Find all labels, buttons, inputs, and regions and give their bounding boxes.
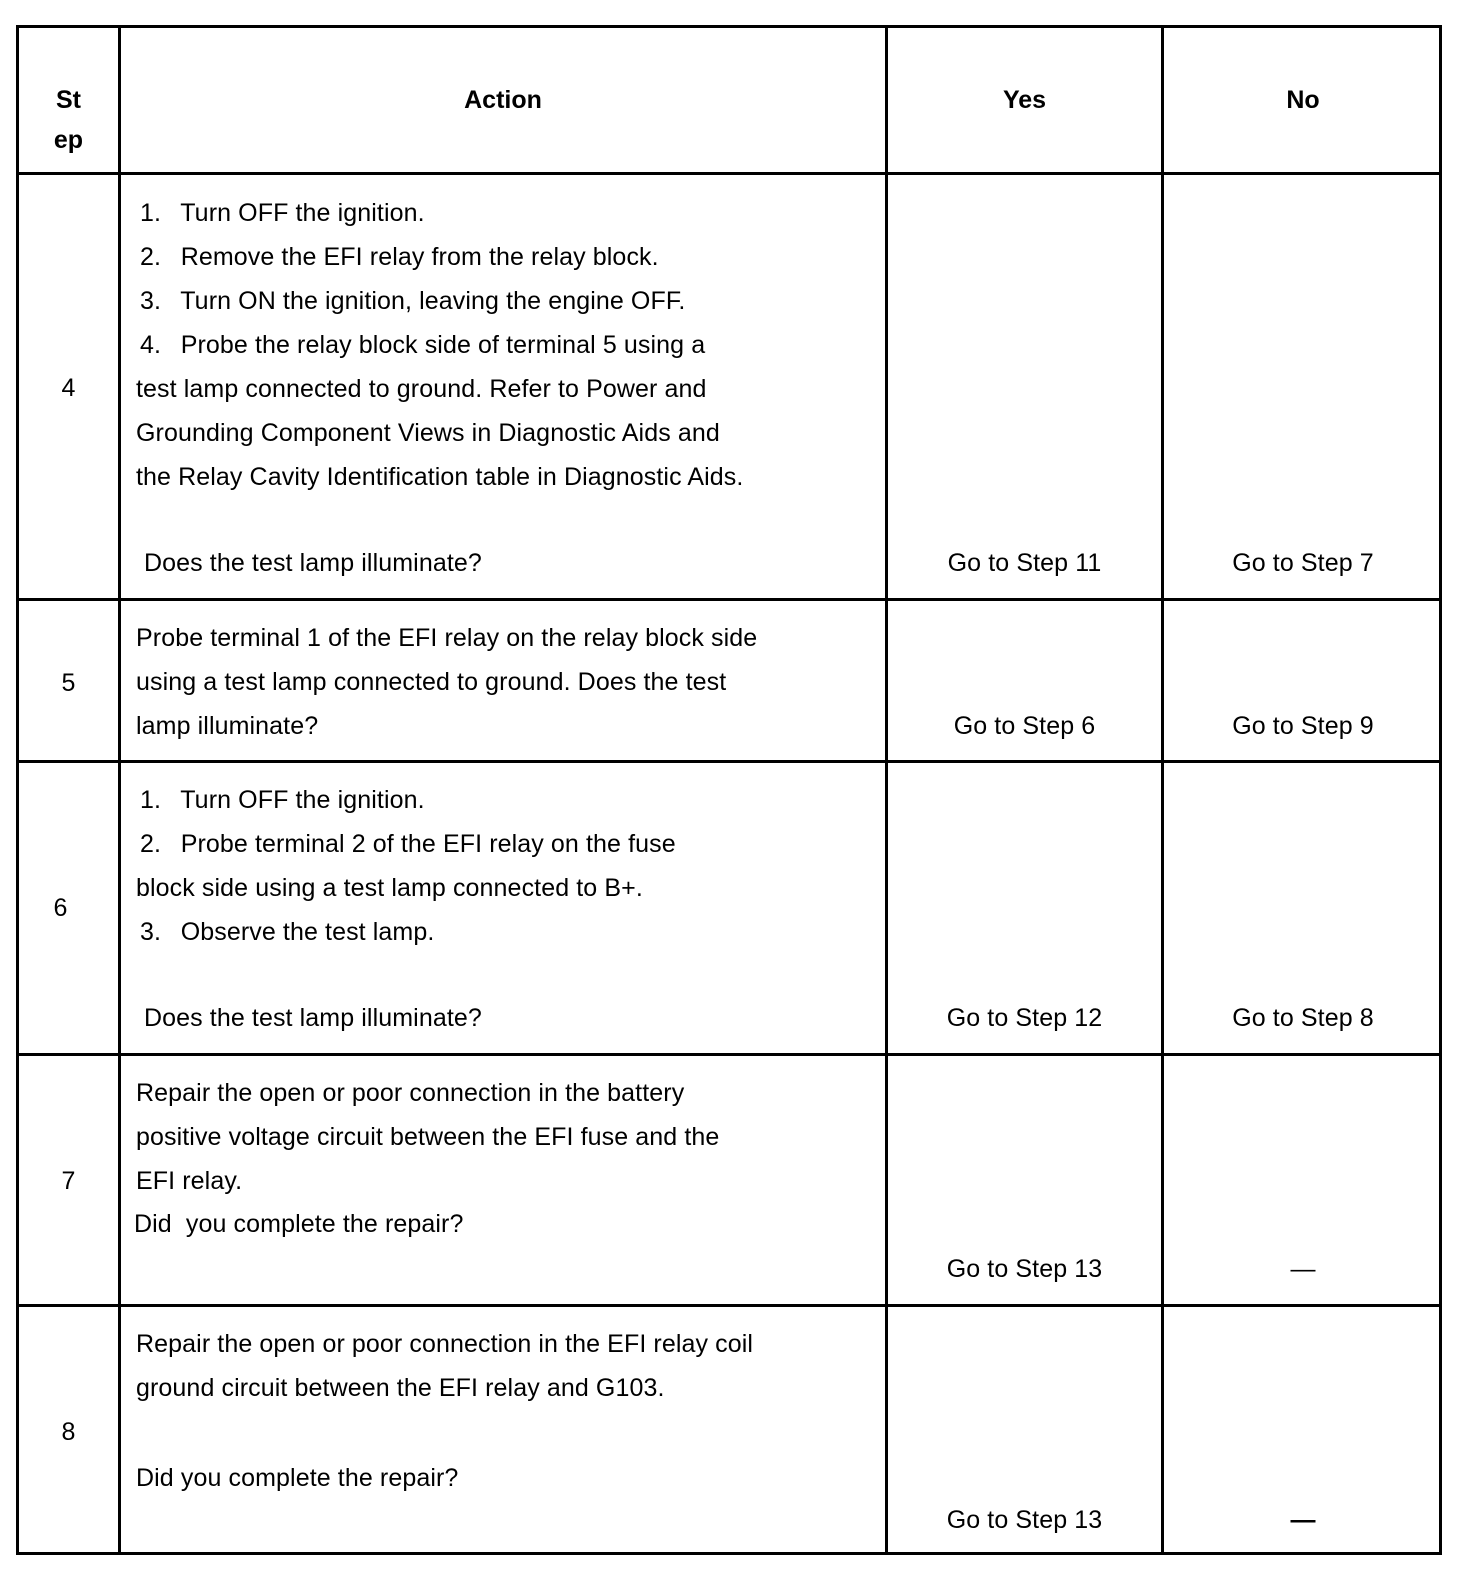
action-line: 3. Turn ON the ignition, leaving the engine OFF. xyxy=(140,287,686,315)
action-line: 1. Turn OFF the ignition. xyxy=(140,786,425,814)
step-number: 4 xyxy=(61,374,76,402)
step-number: 7 xyxy=(61,1167,76,1195)
action-line: 2. Probe terminal 2 of the EFI relay on the fuse xyxy=(140,830,676,858)
step-number: 5 xyxy=(61,669,76,697)
action-line: test lamp connected to ground. Refer to Power and xyxy=(136,375,707,403)
action-question: Did you complete the repair? xyxy=(136,1464,459,1492)
yes-result: Go to Step 11 xyxy=(947,549,1102,577)
action-line: positive voltage circuit between the EFI fuse and the xyxy=(136,1123,720,1151)
no-result: Go to Step 8 xyxy=(1232,1004,1374,1032)
action-question: Does the test lamp illuminate? xyxy=(144,1004,482,1032)
action-line: block side using a test lamp connected to B+. xyxy=(136,874,643,902)
no-result: — xyxy=(1290,1255,1316,1283)
header-no: No xyxy=(1286,86,1320,114)
action-line: Repair the open or poor connection in the battery xyxy=(136,1079,685,1107)
action-line: 3. Observe the test lamp. xyxy=(140,918,435,946)
no-result: Go to Step 9 xyxy=(1232,712,1374,740)
action-line: 4. Probe the relay block side of terminal 5 using a xyxy=(140,331,706,359)
diagnostic-table xyxy=(16,25,1442,1555)
action-line: Probe terminal 1 of the EFI relay on the relay block side xyxy=(136,624,758,652)
column-divider xyxy=(1161,28,1164,1552)
row-divider xyxy=(19,598,1439,601)
column-divider xyxy=(885,28,888,1552)
yes-result: Go to Step 13 xyxy=(946,1506,1103,1534)
yes-result: Go to Step 6 xyxy=(953,712,1096,740)
header-action: Action xyxy=(464,86,542,114)
action-line: Grounding Component Views in Diagnostic Aids and xyxy=(136,419,720,447)
action-line: Repair the open or poor connection in the EFI relay coil xyxy=(136,1330,754,1358)
no-result: Go to Step 7 xyxy=(1232,549,1374,577)
row-divider xyxy=(19,1304,1439,1307)
action-line: 2. Remove the EFI relay from the relay block. xyxy=(140,243,659,271)
yes-result: Go to Step 13 xyxy=(946,1255,1103,1283)
row-divider xyxy=(19,172,1439,175)
action-line: ground circuit between the EFI relay and G103. xyxy=(136,1374,665,1402)
step-number: 6 xyxy=(53,894,68,922)
action-line: EFI relay. xyxy=(136,1167,243,1195)
action-line: the Relay Cavity Identification table in Diagnostic Aids. xyxy=(136,463,744,491)
action-question: Does the test lamp illuminate? xyxy=(144,549,482,577)
no-result: — xyxy=(1290,1506,1316,1534)
action-line: using a test lamp connected to ground. Does the test xyxy=(136,668,727,696)
step-number: 8 xyxy=(61,1418,76,1446)
header-yes: Yes xyxy=(1002,86,1047,114)
header-step: St ep xyxy=(53,86,84,154)
yes-result: Go to Step 12 xyxy=(946,1004,1103,1032)
action-line: lamp illuminate? xyxy=(136,712,319,740)
column-divider xyxy=(118,28,121,1552)
row-divider xyxy=(19,1053,1439,1056)
row-divider xyxy=(19,760,1439,763)
action-line: 1. Turn OFF the ignition. xyxy=(140,199,425,227)
action-question: Did you complete the repair? xyxy=(134,1210,464,1238)
